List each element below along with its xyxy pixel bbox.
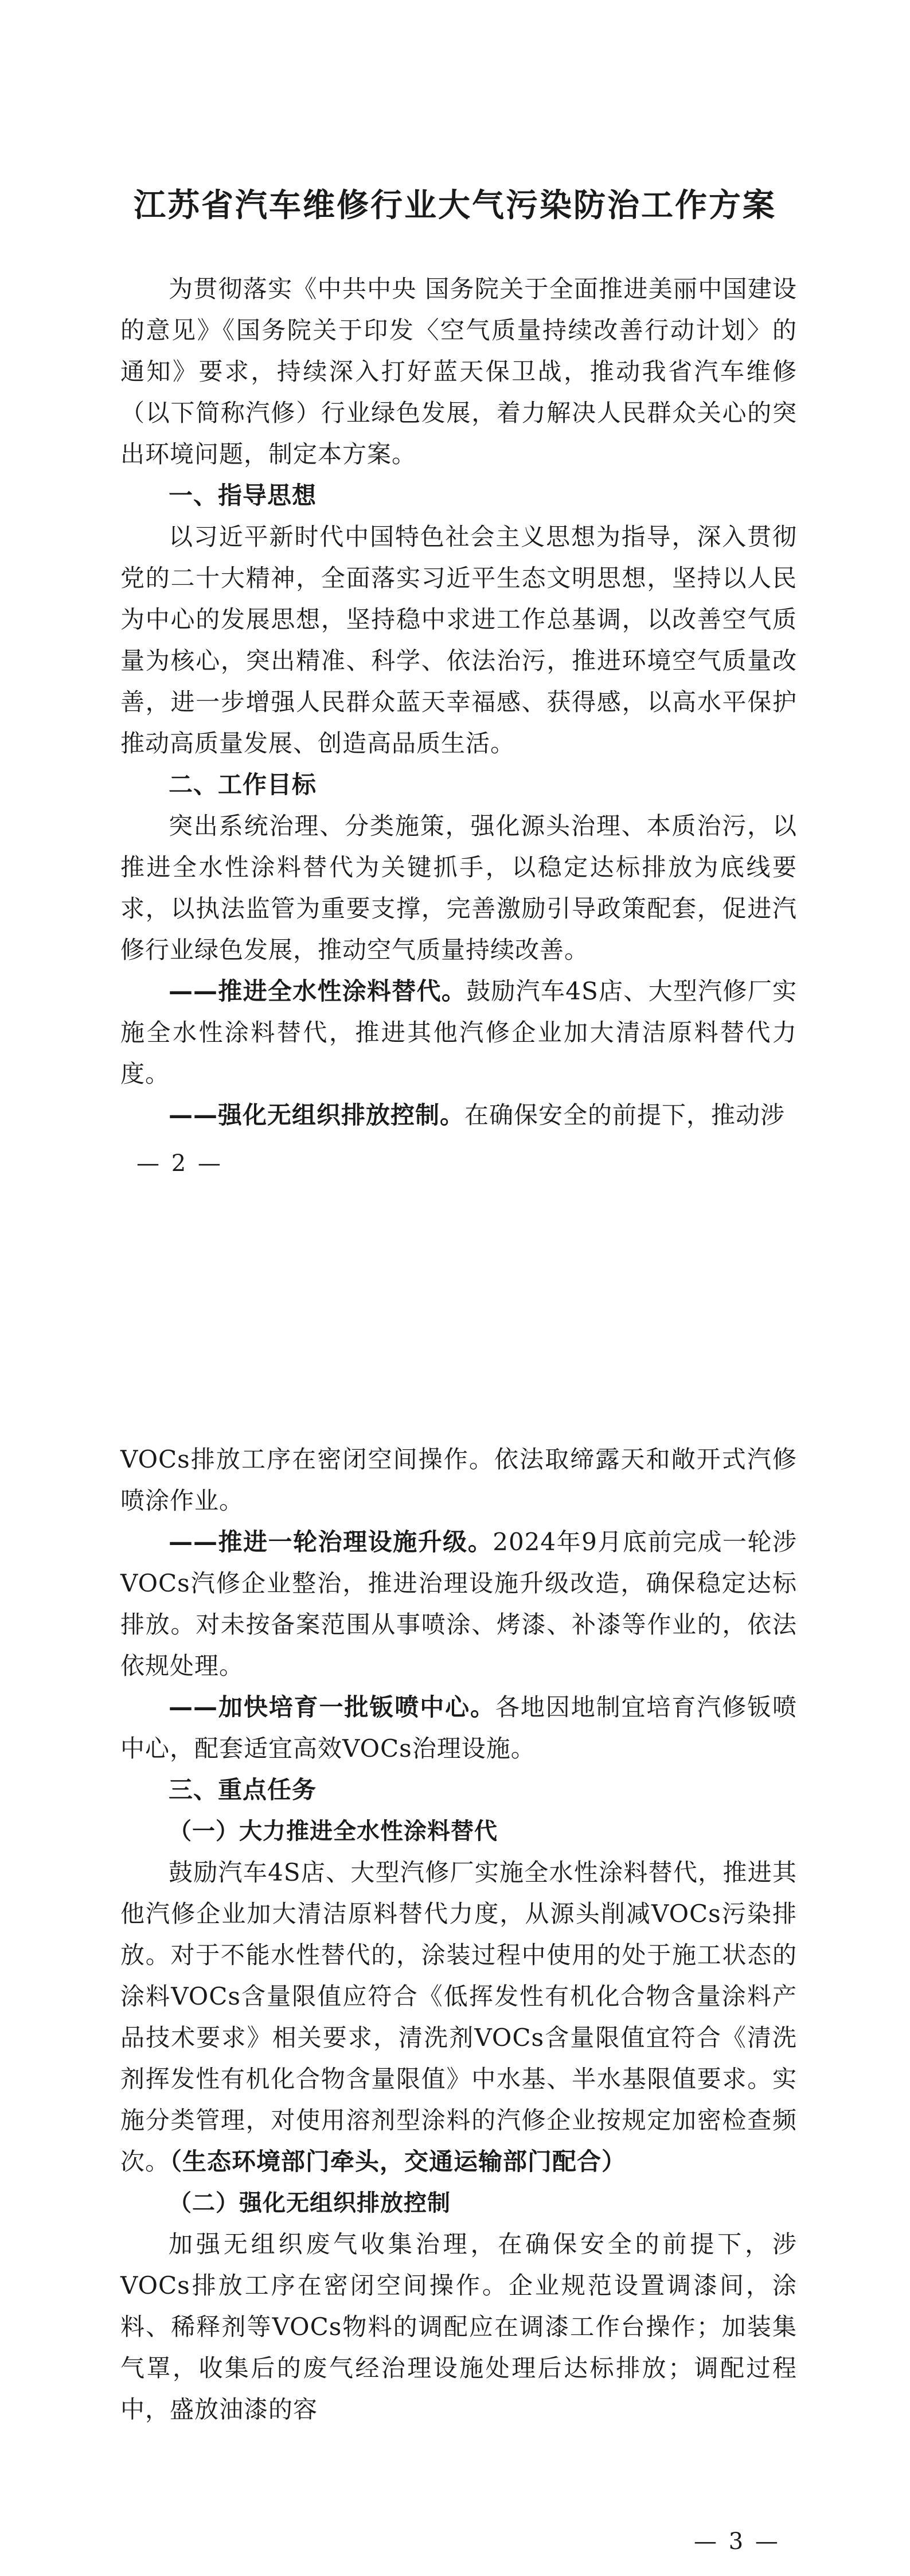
- document-page-2: [0, 0, 910, 1199]
- goal-text-waterborne: 鼓励汽车4S店、大型汽修厂实施全水性涂料替代，推进其他汽修企业加大清洁原料替代力度。: [120, 977, 797, 1088]
- task-text-waterborne: 鼓励汽车4S店、大型汽修厂实施全水性涂料替代，推进其他汽修企业加大清洁原料替代力度，从源头削减VOCs污染排放。对于不能水性替代的，涂装过程中使用的处于施工状态的涂料VOCs含量限值应符合《低挥发性有机化合物含量涂料产品技术要求》相关要求，清洗剂VOCs含量限值宜符合《清洗剂挥发性有机化合物含量限值》中水基、半水基限值要求。实施分类管理，对使用溶剂型涂料的汽修企业按规定加密检查频次。: [120, 1858, 797, 2176]
- goal-paragraph-unorganized-emission: [120, 1095, 797, 1136]
- section-heading-guiding-ideology: 一、指导思想: [169, 481, 317, 509]
- goal-lead-spray-center: ——加快培育一批钣喷中心。: [169, 1693, 495, 1721]
- intro-paragraph: 为贯彻落实《中共中央 国务院关于全面推进美丽中国建设的意见》《国务院关于印发〈空气质量持续改善行动计划〉的通知》要求，持续深入打好蓝天保卫战，推动我省汽车维修（以下简称汽修）行业绿色发展，着力解决人民群众关心的突出环境问题，制定本方案。: [120, 275, 797, 468]
- task-paragraph-unorganized-emission: 加强无组织废气收集治理，在确保安全的前提下，涉VOCs排放工序在密闭空间操作。企业规范设置调漆间，涂料、稀释剂等VOCs物料的调配应在调漆工作台操作；加装集气罩，收集后的废气经治理设施处理后达标排放；调配过程中，盛放油漆的容: [120, 2230, 797, 2423]
- task-heading-unorganized-emission: （二）强化无组织排放控制: [169, 2190, 451, 2216]
- document-page-3: [0, 1411, 910, 2576]
- page-3-body: [120, 1439, 797, 2430]
- goal-text-facility-upgrade: 2024年9月底前完成一轮涉VOCs汽修企业整治，推进治理设施升级改造，确保稳定达标排放。对未按备案范围从事喷涂、烤漆、补漆等作业的，依法依规处理。: [120, 1528, 797, 1680]
- page-number-2: — 2 —: [136, 1150, 223, 1177]
- page-gap: [0, 1199, 910, 1411]
- guiding-ideology-paragraph: 以习近平新时代中国特色社会主义思想为指导，深入贯彻党的二十大精神，全面落实习近平生态文明思想，坚持以人民为中心的发展思想，坚持稳中求进工作总基调，以改善空气质量为核心，突出精准、科学、依法治污，推进环境空气质量改善，进一步增强人民群众蓝天幸福感、获得感，以高水平保护推动高质量发展、创造高品质生活。: [120, 523, 797, 757]
- goal-paragraph-spray-center: [120, 1687, 797, 1769]
- page-number-3: — 3 —: [694, 2528, 780, 2555]
- goal-lead-unorganized-emission: ——强化无组织排放控制。: [169, 1101, 465, 1129]
- task-heading-waterborne: （一）大力推进全水性涂料替代: [169, 1818, 498, 1845]
- task-lead-department-waterborne: （生态环境部门牵头，交通运输部门配合）: [170, 2147, 627, 2176]
- goal-lead-facility-upgrade: ——推进一轮治理设施升级。: [169, 1528, 493, 1556]
- document-title: 江苏省汽车维修行业大气污染防治工作方案: [134, 186, 776, 224]
- goal-text-unorganized-emission-cont: VOCs排放工序在密闭空间操作。依法取缔露天和敞开式汽修喷涂作业。: [120, 1445, 797, 1515]
- work-goals-paragraph: 突出系统治理、分类施策，强化源头治理、本质治污，以推进全水性涂料替代为关键抓手，以稳定达标排放为底线要求，以执法监管为重要支撑，完善激励引导政策配套，促进汽修行业绿色发展，推动空气质量持续改善。: [120, 812, 797, 964]
- section-heading-work-goals: 二、工作目标: [169, 771, 317, 799]
- goal-text-spray-center: 各地因地制宜培育汽修钣喷中心，配套适宜高效VOCs治理设施。: [120, 1693, 797, 1762]
- page-2-body: [120, 269, 797, 1136]
- goal-paragraph-waterborne: [120, 971, 797, 1095]
- goal-text-unorganized-emission-part: 在确保安全的前提下，推动涉: [464, 1101, 786, 1129]
- task-paragraph-waterborne: [120, 1852, 797, 2182]
- section-heading-key-tasks: 三、重点任务: [169, 1776, 317, 1804]
- goal-lead-waterborne: ——推进全水性涂料替代。: [169, 977, 467, 1005]
- goal-paragraph-facility-upgrade: [120, 1522, 797, 1687]
